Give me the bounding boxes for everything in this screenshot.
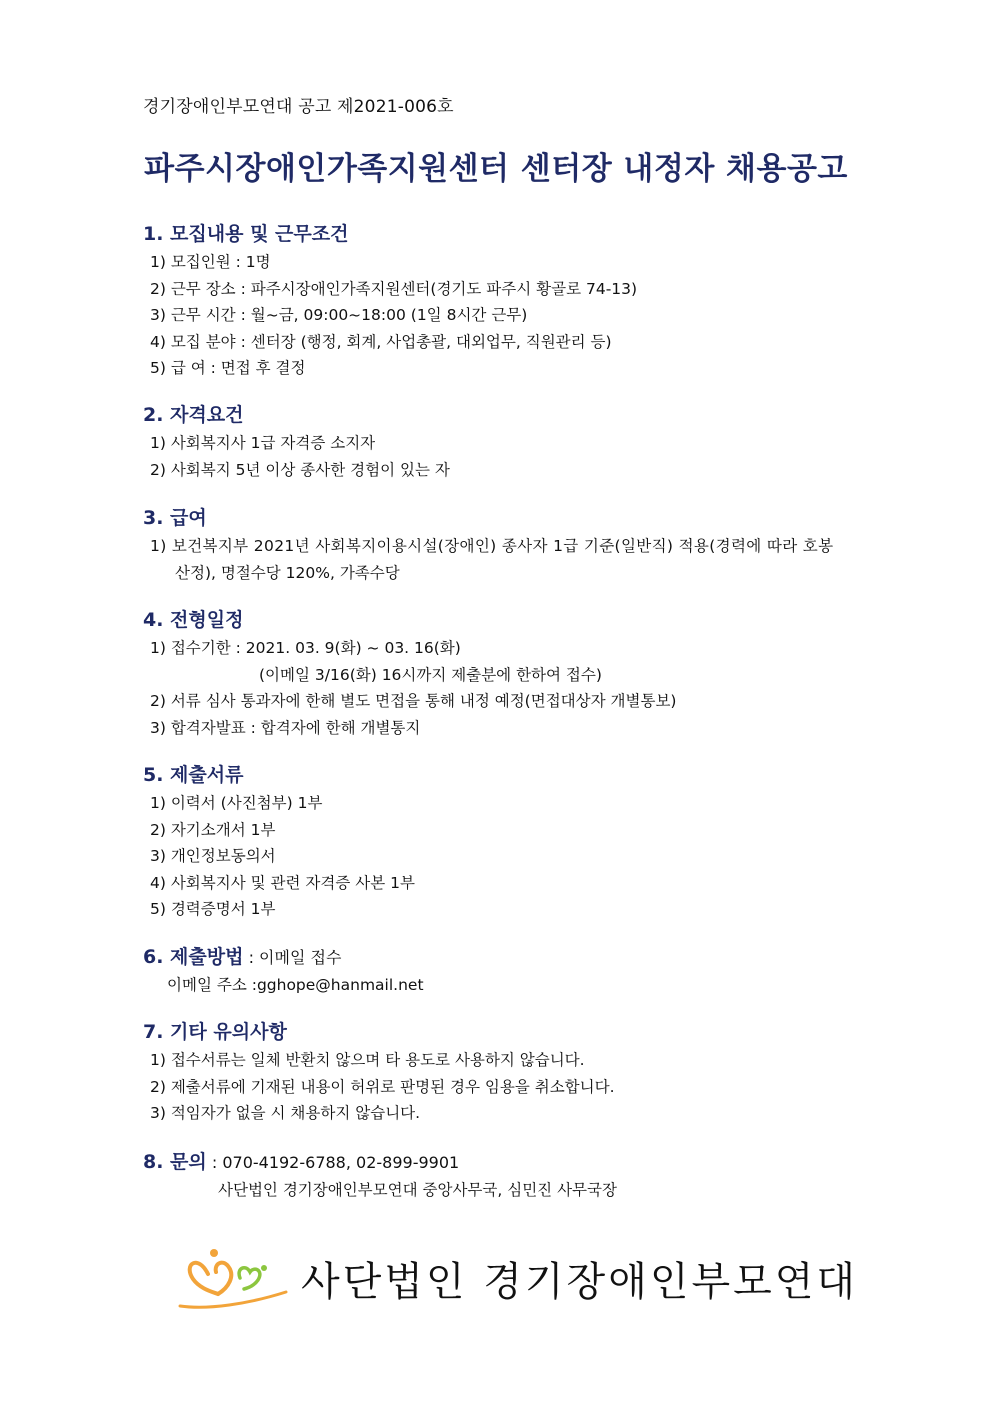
notice-number: 경기장애인부모연대 공고 제2021-006호	[143, 97, 454, 117]
list-item: 1) 이력서 (사진첨부) 1부	[150, 794, 323, 812]
list-item: 5) 급 여 : 면접 후 결정	[150, 359, 306, 377]
section-documents	[143, 760, 415, 923]
list-item: 3) 근무 시간 : 월~금, 09:00~18:00 (1일 8시간 근무)	[150, 306, 528, 324]
section-heading: 2. 자격요건	[143, 404, 244, 426]
section-salary	[143, 503, 833, 586]
page-title: 파주시장애인가족지원센터 센터장 내정자 채용공고	[144, 151, 848, 187]
list-item: 1) 접수기한 : 2021. 03. 9(화) ~ 03. 16(화)	[150, 639, 461, 657]
section-heading: 3. 급여	[143, 507, 207, 529]
section-heading: 1. 모집내용 및 근무조건	[143, 223, 349, 245]
email-address: 이메일 주소 :gghope@hanmail.net	[167, 976, 424, 994]
list-item-continued: 산정), 명절수당 120%, 가족수당	[175, 563, 400, 582]
list-item: 1) 사회복지사 1급 자격증 소지자	[150, 434, 376, 452]
list-item: 4) 사회복지사 및 관련 자격증 사본 1부	[150, 873, 415, 892]
section-heading	[143, 942, 424, 972]
list-item: 3) 개인정보동의서	[150, 847, 276, 865]
heart-people-logo-icon	[178, 1244, 298, 1314]
org-logo	[178, 1244, 878, 1314]
section-submission	[143, 942, 424, 999]
list-item: 5) 경력증명서 1부	[150, 900, 276, 918]
section-notes	[143, 1017, 615, 1127]
section-heading-label: 8. 문의	[143, 1151, 207, 1173]
section-heading	[143, 1147, 617, 1177]
list-item: 1) 접수서류는 일체 반환치 않으며 타 용도로 사용하지 않습니다.	[150, 1051, 585, 1069]
list-item-note: (이메일 3/16(화) 16시까지 제출분에 한하여 접수)	[259, 665, 602, 684]
section-schedule	[143, 605, 676, 741]
section-contact	[143, 1147, 617, 1204]
list-item: 2) 자기소개서 1부	[150, 820, 276, 839]
org-name: 사단법인 경기장애인부모연대	[301, 1259, 859, 1305]
contact-person: 사단법인 경기장애인부모연대 중앙사무국, 심민진 사무국장	[218, 1181, 617, 1199]
list-item: 4) 모집 분야 : 센터장 (행정, 회계, 사업총괄, 대외업무, 직원관리 등)	[150, 332, 612, 351]
section-heading: 4. 전형일정	[143, 609, 244, 631]
section-qualifications	[143, 400, 450, 483]
list-item: 3) 합격자발표 : 합격자에 한해 개별통지	[150, 718, 421, 737]
section-heading: 7. 기타 유의사항	[143, 1021, 287, 1043]
list-item: 2) 근무 장소 : 파주시장애인가족지원센터(경기도 파주시 황골로 74-13)	[150, 279, 638, 298]
section-recruitment	[143, 219, 637, 382]
list-item: 1) 보건복지부 2021년 사회복지이용시설(장애인) 종사자 1급 기준(일반직) 적용(경력에 따라 호봉	[150, 537, 834, 555]
contact-phones: : 070-4192-6788, 02-899-9901	[206, 1153, 460, 1172]
section-heading-label: 6. 제출방법	[143, 946, 244, 968]
list-item: 2) 제출서류에 기재된 내용이 허위로 판명된 경우 임용을 취소합니다.	[150, 1077, 615, 1096]
list-item: 2) 서류 심사 통과자에 한해 별도 면접을 통해 내정 예정(면접대상자 개별통보)	[150, 692, 677, 710]
submission-method: : 이메일 접수	[243, 948, 342, 967]
list-item: 2) 사회복지 5년 이상 종사한 경험이 있는 자	[150, 460, 450, 479]
list-item: 1) 모집인원 : 1명	[150, 253, 271, 271]
section-heading: 5. 제출서류	[143, 764, 244, 786]
list-item: 3) 적임자가 없을 시 채용하지 않습니다.	[150, 1104, 421, 1122]
